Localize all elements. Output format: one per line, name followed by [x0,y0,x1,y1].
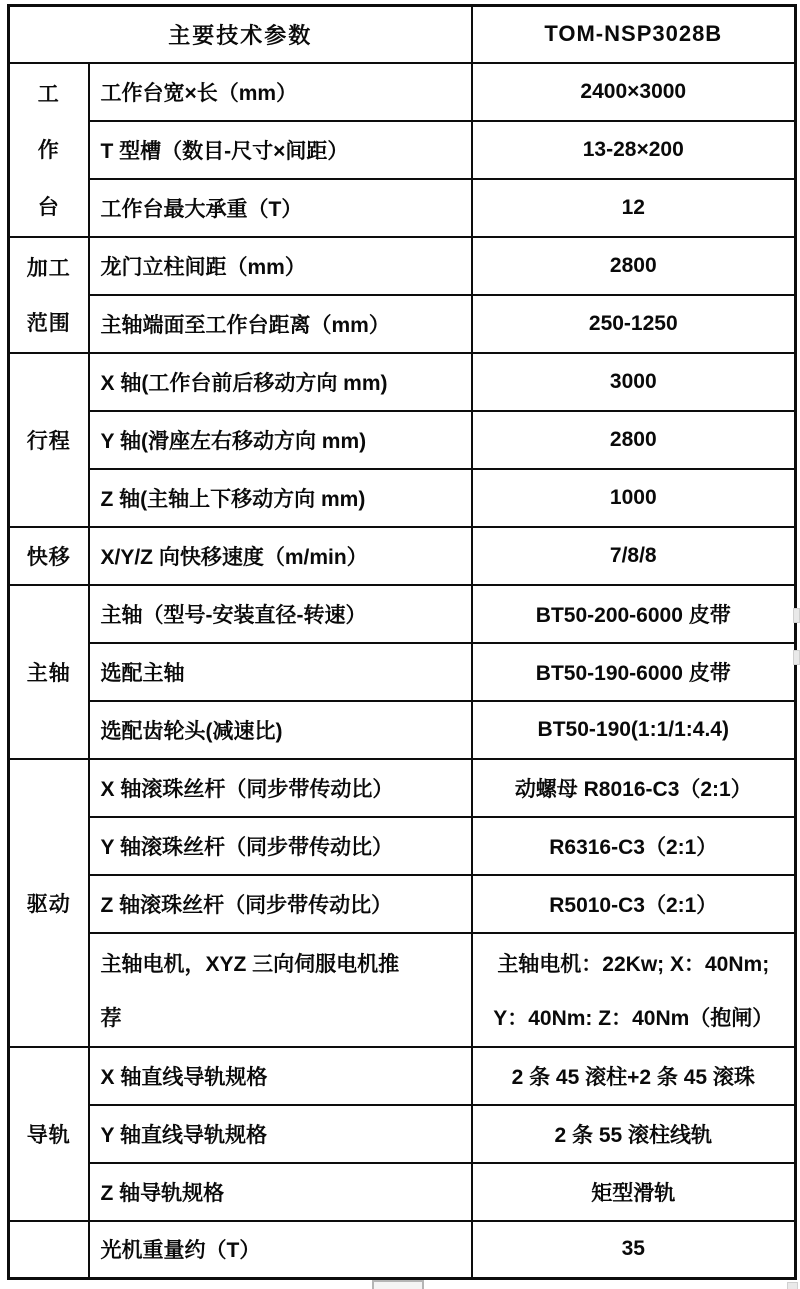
group-label-line: 工 [37,82,60,106]
table-row [9,1221,796,1279]
table-row [9,527,796,585]
table-row [9,1163,796,1221]
param-value: 13-28×200 [472,121,796,179]
param-label: 光机重量约（T） [89,1221,472,1279]
param-label-line: 荐 [100,1006,122,1030]
edge-artifact [793,608,800,623]
param-label: X/Y/Z 向快移速度（m/min） [89,527,472,585]
edge-artifact [787,1282,798,1289]
param-value: 3000 [472,353,796,411]
edge-artifact [793,650,800,665]
param-value: 250-1250 [472,295,796,353]
param-value: 2800 [472,411,796,469]
param-label: Y 轴(滑座左右移动方向 mm) [89,411,472,469]
param-value: 动螺母 R8016-C3（2:1） [472,759,796,817]
spec-table [7,4,797,1280]
param-label: 主轴端面至工作台距离（mm） [89,295,472,353]
param-label: T 型槽（数目-尺寸×间距） [89,121,472,179]
param-value: 35 [472,1221,796,1279]
table-row [9,63,796,121]
group-label-line: 加工 [26,257,71,280]
table-row [9,353,796,411]
param-value-line: Y：40Nm: Z：40Nm（抱闸） [493,1006,774,1030]
param-value-line: 主轴电机：22Kw; X：40Nm; [497,952,770,976]
param-label: Z 轴滚珠丝杆（同步带传动比） [89,875,472,933]
table-row [9,469,796,527]
param-value: BT50-190(1:1/1:4.4) [472,701,796,759]
table-row [9,1105,796,1163]
group-cell-worktable [9,63,89,237]
table-row [9,1047,796,1105]
cropped-ui-fragment [372,1280,424,1289]
group-label-line: 作 [37,139,60,163]
param-label [89,933,472,1047]
table-row [9,411,796,469]
param-value: R6316-C3（2:1） [472,817,796,875]
param-label: X 轴滚珠丝杆（同步带传动比） [89,759,472,817]
param-value: R5010-C3（2:1） [472,875,796,933]
param-label: 选配主轴 [89,643,472,701]
table-row [9,295,796,353]
param-label: X 轴(工作台前后移动方向 mm) [89,353,472,411]
group-cell-travel: 行程 [9,353,89,527]
group-cell-guideway: 导轨 [9,1047,89,1221]
group-label-line: 范围 [26,312,71,335]
param-value: BT50-200-6000 皮带 [472,585,796,643]
param-label: 主轴（型号-安装直径-转速） [89,585,472,643]
table-row [9,817,796,875]
param-label: Z 轴(主轴上下移动方向 mm) [89,469,472,527]
param-value: 2 条 45 滚柱+2 条 45 滚珠 [472,1047,796,1105]
param-label: X 轴直线导轨规格 [89,1047,472,1105]
param-value: 7/8/8 [472,527,796,585]
param-label: Z 轴导轨规格 [89,1163,472,1221]
table-row [9,643,796,701]
table-row [9,121,796,179]
param-label: 工作台最大承重（T） [89,179,472,237]
table-row [9,179,796,237]
param-value: 矩型滑轨 [472,1163,796,1221]
param-value: 2 条 55 滚柱线轨 [472,1105,796,1163]
group-cell-machining-range [9,237,89,353]
table-header-row [9,6,796,63]
param-label: 工作台宽×长（mm） [89,63,472,121]
group-cell-empty [9,1221,89,1279]
param-value: 1000 [472,469,796,527]
group-cell-drive: 驱动 [9,759,89,1047]
param-label-line: 主轴电机，XYZ 三向伺服电机推 [100,952,400,976]
param-value [472,933,796,1047]
param-value: BT50-190-6000 皮带 [472,643,796,701]
table-title: 主要技术参数 [9,6,472,63]
group-cell-rapid: 快移 [9,527,89,585]
param-label: 选配齿轮头(减速比) [89,701,472,759]
param-label: Y 轴直线导轨规格 [89,1105,472,1163]
table-row [9,875,796,933]
group-label-line: 台 [37,196,60,220]
model-number: TOM-NSP3028B [472,6,796,63]
param-label: 龙门立柱间距（mm） [89,237,472,295]
table-row [9,237,796,295]
table-row [9,701,796,759]
param-value: 2400×3000 [472,63,796,121]
table-row [9,933,796,1047]
group-cell-spindle: 主轴 [9,585,89,759]
param-value: 12 [472,179,796,237]
param-value: 2800 [472,237,796,295]
table-row [9,759,796,817]
table-row [9,585,796,643]
param-label: Y 轴滚珠丝杆（同步带传动比） [89,817,472,875]
